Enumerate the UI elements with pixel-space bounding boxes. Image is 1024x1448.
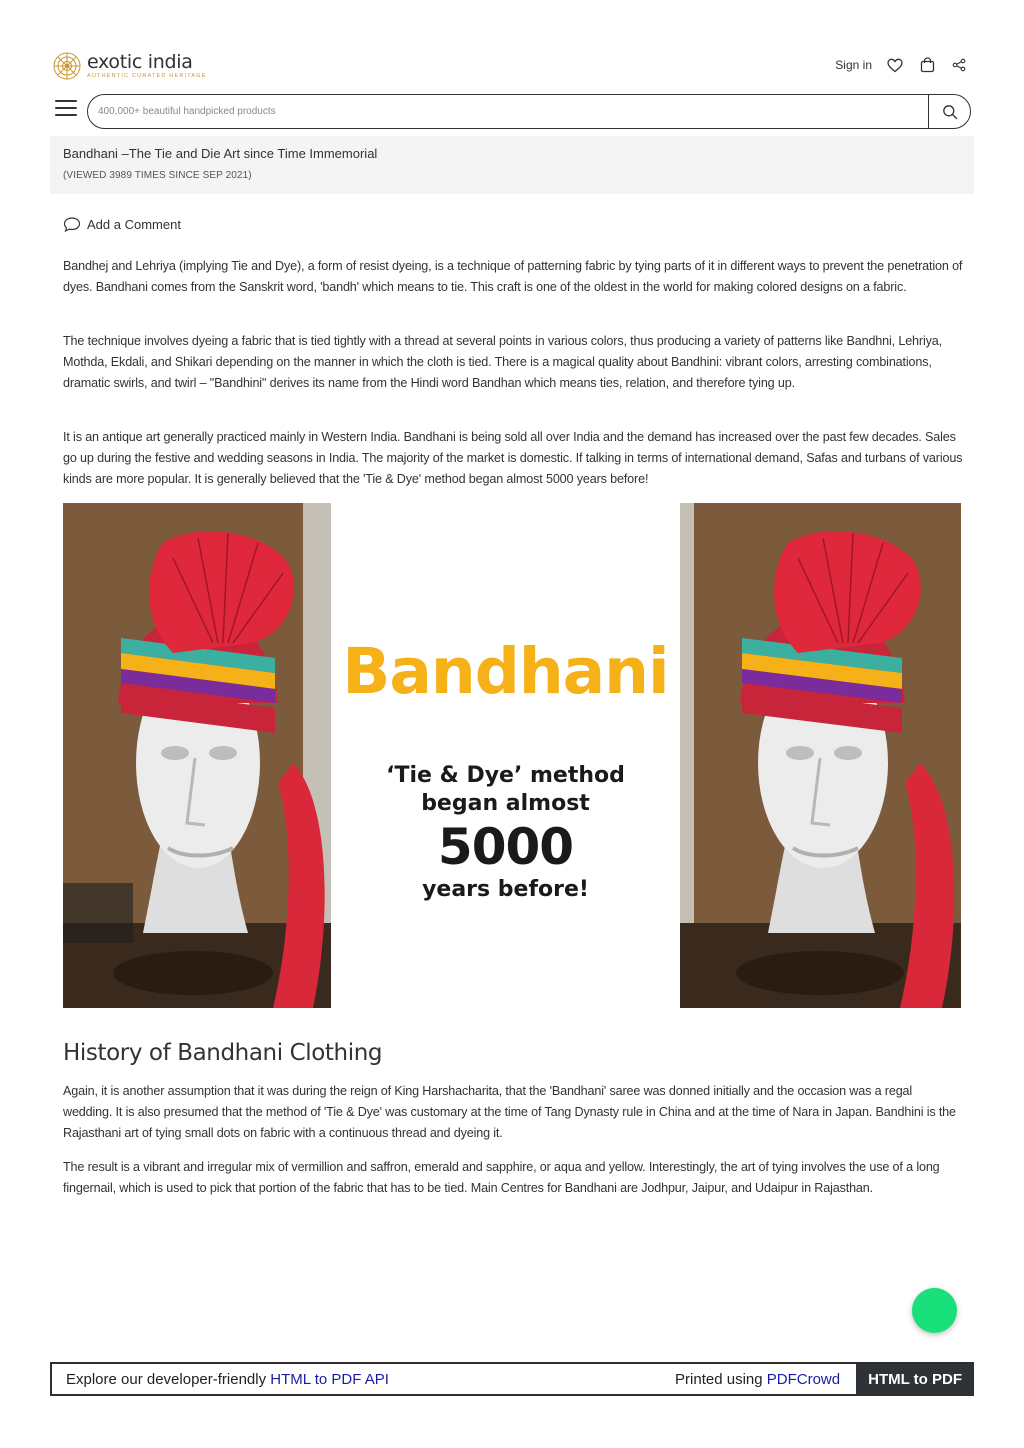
heart-icon[interactable] [886, 56, 904, 74]
hero-line-1: ‘Tie & Dye’ method [386, 763, 625, 788]
site-header [50, 48, 974, 88]
view-count: (VIEWED 3989 TIMES SINCE SEP 2021) [63, 170, 252, 181]
article-paragraph: Bandhej and Lehriya (implying Tie and Dye), a form of resist dyeing, is a technique of patterning fabric by tying parts of it in different ways to prevent the penetration of dyes. Bandhani comes from the Sanskrit word, 'bandh' which means to tie. This craft is one of the oldest in the world for making colored designs on a fabric. [63, 259, 963, 294]
bandhani-hero-image [63, 503, 961, 1008]
article-paragraph: The technique involves dyeing a fabric that is tied tightly with a thread at several points in various colors, thus producing a variety of patterns like Bandhni, Lehriya, Mothda, Ekdali, and Shikari depending on the manner in which the cloth is tied. There is a magical quality about Bandhini: vibrant colors, arresting combinations, dramatic swirls, and twirl – "Bandhini" derives its name from the Hindi word Bandhan which means ties, relation, and therefore tying up. [63, 334, 942, 390]
logo-tagline: AUTHENTIC CURATED HERITAGE [87, 73, 207, 79]
article-title: Bandhani –The Tie and Die Art since Time Immemorial [63, 146, 378, 161]
add-comment-button[interactable] [63, 216, 181, 233]
article-title-band [50, 136, 974, 194]
share-icon[interactable] [950, 56, 968, 74]
logo-mandala-icon [52, 51, 82, 81]
search-input[interactable] [88, 95, 928, 128]
comment-bubble-icon [63, 216, 81, 233]
hamburger-menu-icon[interactable] [55, 100, 77, 120]
shopping-bag-icon[interactable] [918, 56, 936, 74]
article-intro [63, 331, 963, 393]
hero-line-2: began almost [421, 791, 590, 816]
hero-text-panel [331, 503, 680, 1008]
hero-title: Bandhani [342, 635, 669, 708]
article-intro [63, 427, 963, 489]
article-intro [63, 256, 963, 298]
history-section [63, 1081, 963, 1143]
whatsapp-chat-button[interactable] [912, 1288, 957, 1333]
search-icon [942, 104, 958, 120]
section-heading: History of Bandhani Clothing [63, 1040, 383, 1066]
html-to-pdf-button[interactable]: HTML to PDF [856, 1364, 972, 1394]
turban-mannequin-photo-left [63, 503, 331, 1008]
history-paragraph: Again, it is another assumption that it was during the reign of King Harshacharita, that the 'Bandhani' saree was donned initially and the occasion was a regal wedding. It is also presumed that the method of 'Tie & Dye' was customary at the time of Tang Dynasty rule in China and at the time of Nara in Japan. Bandhini is the Rajasthani art of tying small dots on fabric with a continuous thread and dyeing it. [63, 1084, 956, 1140]
search-bar [87, 94, 971, 129]
footer-mid [675, 1371, 856, 1388]
history-paragraph: The result is a vibrant and irregular mix of vermillion and saffron, emerald and sapphire, or aqua and yellow. Interestingly, the art of tying involves the use of a long fingernail, which is used to pick that portion of the fabric that has to be tied. Main Centres for Bandhani are Jodhpur, Jaipur, and Udaipur in Rajasthan. [63, 1160, 940, 1195]
sign-in-link[interactable]: Sign in [835, 58, 872, 72]
html-to-pdf-api-link[interactable]: HTML to PDF API [270, 1370, 389, 1388]
history-section [63, 1157, 963, 1199]
pdfcrowd-link[interactable]: PDFCrowd [766, 1370, 841, 1388]
footer-left-text: Explore our developer-friendly [66, 1370, 271, 1388]
header-actions [835, 56, 968, 74]
hero-number: 5000 [437, 818, 574, 876]
hero-line-3: years before! [422, 877, 589, 902]
footer-mid-text: Printed using [675, 1370, 767, 1388]
turban-mannequin-photo-right [680, 503, 961, 1008]
logo-name: exotic india [87, 51, 193, 73]
add-comment-label: Add a Comment [87, 217, 181, 232]
pdfcrowd-footer [50, 1362, 974, 1396]
logo[interactable] [52, 51, 207, 81]
search-button[interactable] [928, 95, 970, 128]
footer-left [52, 1371, 675, 1388]
article-paragraph: It is an antique art generally practiced mainly in Western India. Bandhani is being sold all over India and the demand has increased over the past few decades. Sales go up during the festive and wedding seasons in India. The majority of the market is domestic. If talking in terms of international demand, Safas and turbans of various kinds are more popular. It is generally believed that the 'Tie & Dye' method began almost 5000 years before! [63, 430, 963, 486]
